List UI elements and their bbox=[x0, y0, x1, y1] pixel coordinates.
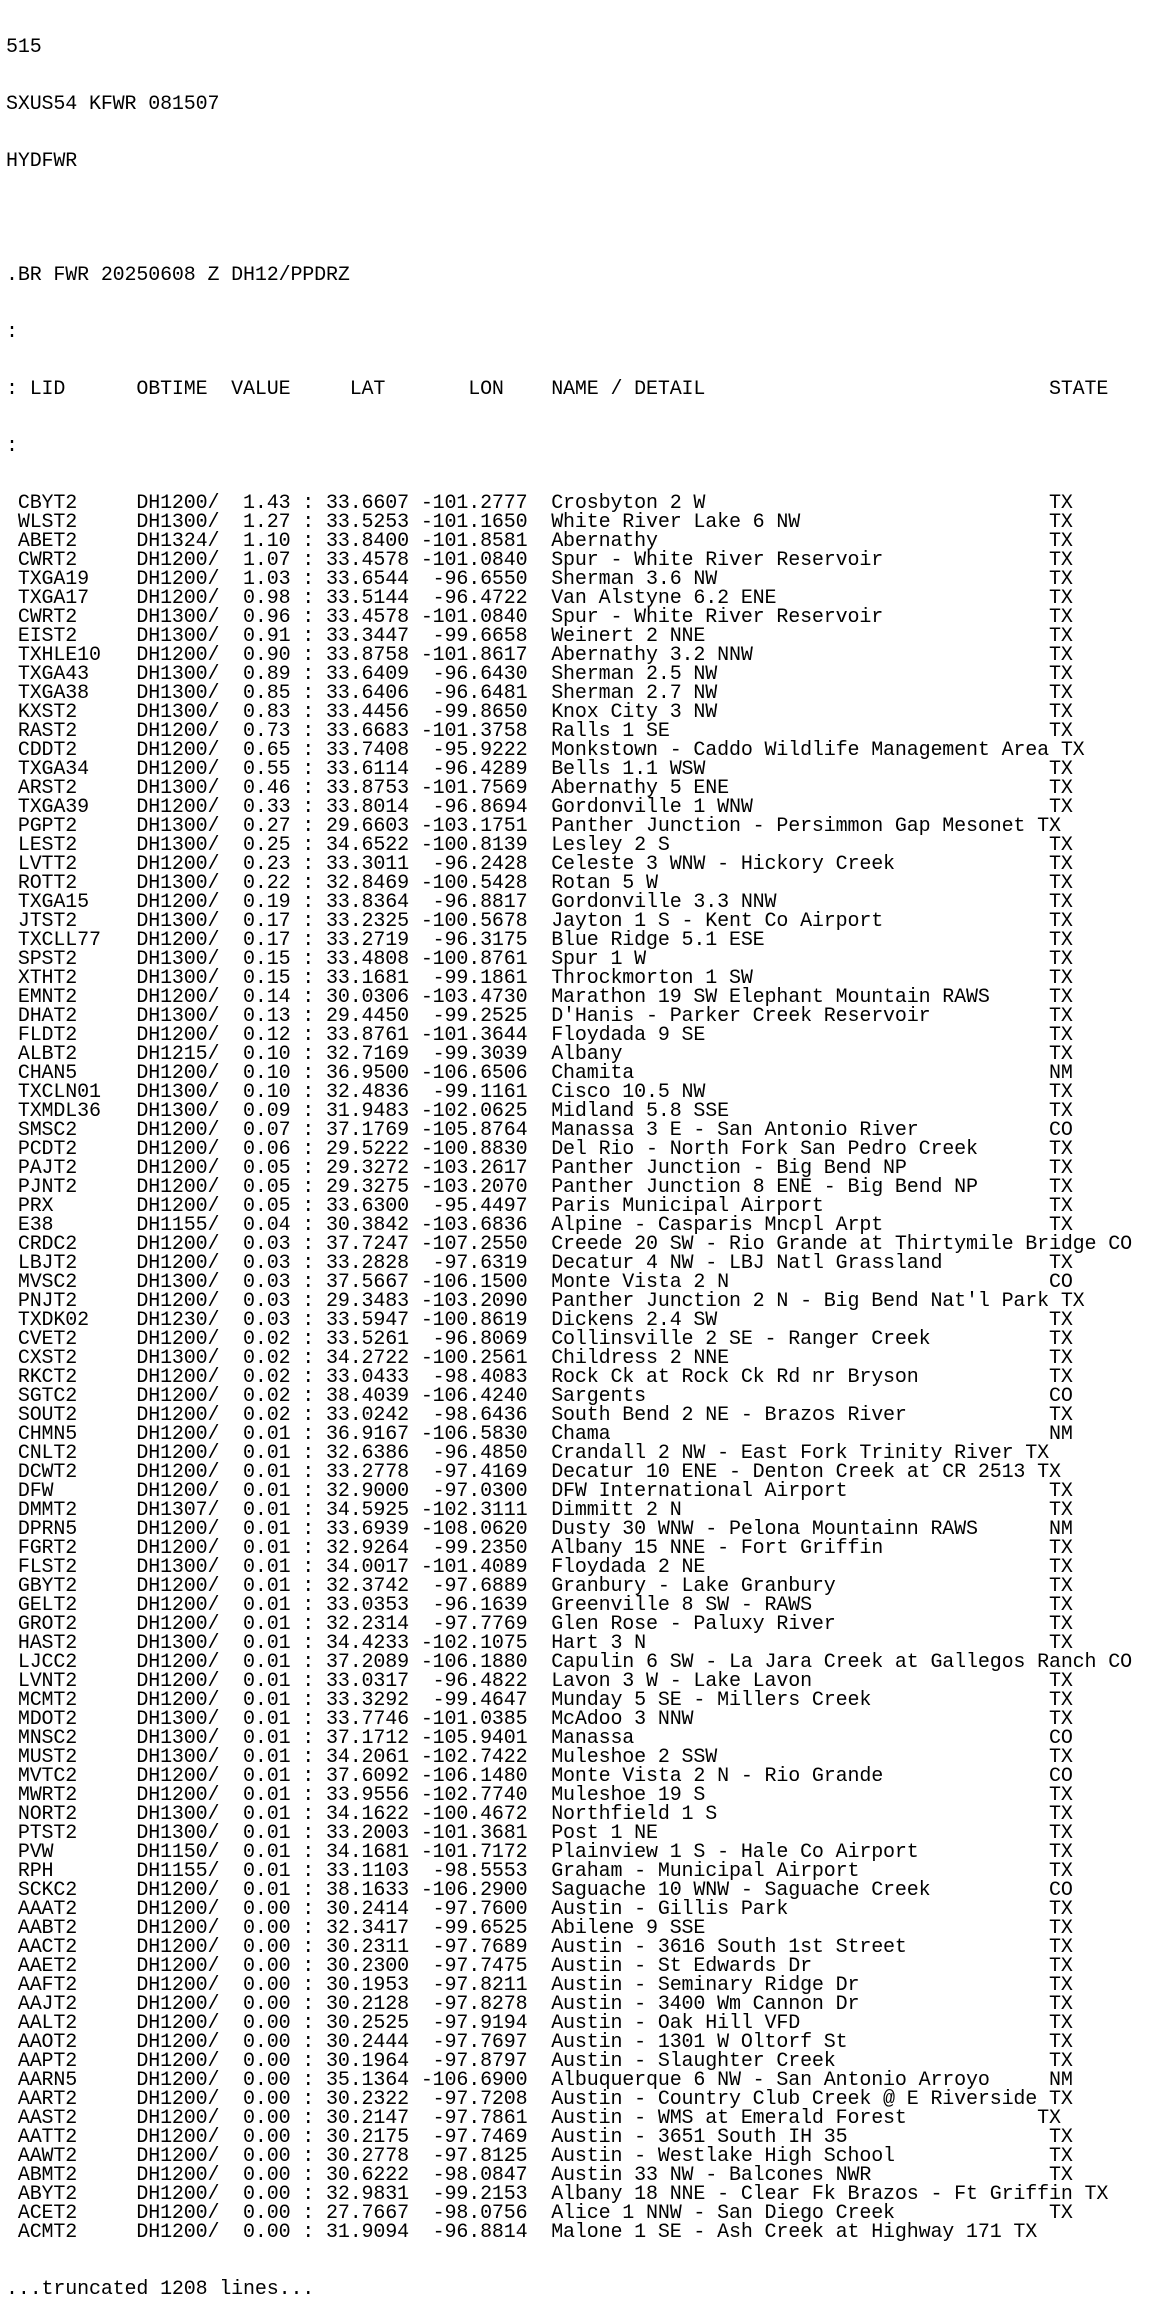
table-row: AABT2 DH1200/ 0.00 : 32.3417 -99.6525 Abilene 9 SSE TX bbox=[6, 1917, 1073, 1940]
table-row: AAOT2 DH1200/ 0.00 : 30.2444 -97.7697 Austin - 1301 W Oltorf St TX bbox=[6, 2031, 1073, 2054]
table-row: MVTC2 DH1200/ 0.01 : 37.6092 -106.1480 Monte Vista 2 N - Rio Grande CO bbox=[6, 1765, 1073, 1788]
table-row: XTHT2 DH1300/ 0.15 : 33.1681 -99.1861 Throckmorton 1 SW TX bbox=[6, 967, 1073, 990]
report-sequence-number: 515 bbox=[6, 36, 42, 59]
table-row: AAWT2 DH1200/ 0.00 : 30.2778 -97.8125 Austin - Westlake High School TX bbox=[6, 2145, 1073, 2168]
table-row: MUST2 DH1300/ 0.01 : 34.2061 -102.7422 Muleshoe 2 SSW TX bbox=[6, 1746, 1073, 1769]
table-row: CWRT2 DH1300/ 0.96 : 33.4578 -101.0840 Spur - White River Reservoir TX bbox=[6, 606, 1073, 629]
table-row: TXGA34 DH1200/ 0.55 : 33.6114 -96.4289 Bells 1.1 WSW TX bbox=[6, 758, 1073, 781]
table-row: DHAT2 DH1300/ 0.13 : 29.4450 -99.2525 D'Hanis - Parker Creek Reservoir TX bbox=[6, 1005, 1073, 1028]
table-row: PTST2 DH1300/ 0.01 : 33.2003 -101.3681 Post 1 NE TX bbox=[6, 1822, 1073, 1845]
comment-line: : bbox=[6, 321, 18, 344]
table-row: LJCC2 DH1200/ 0.01 : 37.2089 -106.1880 Capulin 6 SW - La Jara Creek at Gallegos Ranch CO bbox=[6, 1651, 1132, 1674]
table-row: SPST2 DH1300/ 0.15 : 33.4808 -100.8761 Spur 1 W TX bbox=[6, 948, 1073, 971]
table-row: E38 DH1155/ 0.04 : 30.3842 -103.6836 Alpine - Casparis Mncpl Arpt TX bbox=[6, 1214, 1073, 1237]
table-row: RAST2 DH1200/ 0.73 : 33.6683 -101.3758 Ralls 1 SE TX bbox=[6, 720, 1073, 743]
table-row: TXGA17 DH1200/ 0.98 : 33.5144 -96.4722 Van Alstyne 6.2 ENE TX bbox=[6, 587, 1073, 610]
table-row: ROTT2 DH1300/ 0.22 : 32.8469 -100.5428 Rotan 5 W TX bbox=[6, 872, 1073, 895]
table-row: PNJT2 DH1200/ 0.03 : 29.3483 -103.2090 Panther Junction 2 N - Big Bend Nat'l Park TX bbox=[6, 1290, 1085, 1313]
table-row: CVET2 DH1200/ 0.02 : 33.5261 -96.8069 Collinsville 2 SE - Ranger Creek TX bbox=[6, 1328, 1073, 1351]
table-row: ARST2 DH1300/ 0.46 : 33.8753 -101.7569 Abernathy 5 ENE TX bbox=[6, 777, 1073, 800]
product-id: HYDFWR bbox=[6, 150, 78, 173]
table-row: PCDT2 DH1200/ 0.06 : 29.5222 -100.8830 Del Rio - North Fork San Pedro Creek TX bbox=[6, 1138, 1073, 1161]
table-row: FLDT2 DH1200/ 0.12 : 33.8761 -101.3644 Floydada 9 SE TX bbox=[6, 1024, 1073, 1047]
table-row: AALT2 DH1200/ 0.00 : 30.2525 -97.9194 Austin - Oak Hill VFD TX bbox=[6, 2012, 1073, 2035]
table-row: MCMT2 DH1200/ 0.01 : 33.3292 -99.4647 Munday 5 SE - Millers Creek TX bbox=[6, 1689, 1073, 1712]
table-row: PAJT2 DH1200/ 0.05 : 29.3272 -103.2617 Panther Junction - Big Bend NP TX bbox=[6, 1157, 1073, 1180]
table-row: AATT2 DH1200/ 0.00 : 30.2175 -97.7469 Austin - 3651 South IH 35 TX bbox=[6, 2126, 1073, 2149]
table-row: RPH DH1155/ 0.01 : 33.1103 -98.5553 Graham - Municipal Airport TX bbox=[6, 1860, 1073, 1883]
table-row: CRDC2 DH1200/ 0.03 : 37.7247 -107.2550 Creede 20 SW - Rio Grande at Thirtymile Bridge CO bbox=[6, 1233, 1132, 1256]
table-row: ABET2 DH1324/ 1.10 : 33.8400 -101.8581 Abernathy TX bbox=[6, 530, 1073, 553]
table-row: MWRT2 DH1200/ 0.01 : 33.9556 -102.7740 Muleshoe 19 S TX bbox=[6, 1784, 1073, 1807]
table-row: CXST2 DH1300/ 0.02 : 34.2722 -100.2561 Childress 2 NNE TX bbox=[6, 1347, 1073, 1370]
table-row: TXGA15 DH1200/ 0.19 : 33.8364 -96.8817 Gordonville 3.3 NNW TX bbox=[6, 891, 1073, 914]
table-row: DMMT2 DH1307/ 0.01 : 34.5925 -102.3111 Dimmitt 2 N TX bbox=[6, 1499, 1073, 1522]
table-row: EMNT2 DH1200/ 0.14 : 30.0306 -103.4730 Marathon 19 SW Elephant Mountain RAWS TX bbox=[6, 986, 1073, 1009]
table-row: ABYT2 DH1200/ 0.00 : 32.9831 -99.2153 Albany 18 NNE - Clear Fk Brazos - Ft Griffin TX bbox=[6, 2183, 1109, 2206]
table-row: DCWT2 DH1200/ 0.01 : 33.2778 -97.4169 Decatur 10 ENE - Denton Creek at CR 2513 TX bbox=[6, 1461, 1061, 1484]
table-row: SOUT2 DH1200/ 0.02 : 33.0242 -98.6436 South Bend 2 NE - Brazos River TX bbox=[6, 1404, 1073, 1427]
table-row: MNSC2 DH1300/ 0.01 : 37.1712 -105.9401 Manassa CO bbox=[6, 1727, 1073, 1750]
table-row: AARN5 DH1200/ 0.00 : 35.1364 -106.6900 Albuquerque 6 NW - San Antonio Arroyo NM bbox=[6, 2069, 1073, 2092]
table-row: LBJT2 DH1200/ 0.03 : 33.2828 -97.6319 Decatur 4 NW - LBJ Natl Grassland TX bbox=[6, 1252, 1073, 1275]
table-row: ALBT2 DH1215/ 0.10 : 32.7169 -99.3039 Albany TX bbox=[6, 1043, 1073, 1066]
table-row: FLST2 DH1300/ 0.01 : 34.0017 -101.4089 Floydada 2 NE TX bbox=[6, 1556, 1073, 1579]
table-row: AAPT2 DH1200/ 0.00 : 30.1964 -97.8797 Austin - Slaughter Creek TX bbox=[6, 2050, 1073, 2073]
table-row: DPRN5 DH1200/ 0.01 : 33.6939 -108.0620 Dusty 30 WNW - Pelona Mountainn RAWS NM bbox=[6, 1518, 1073, 1541]
table-row: GELT2 DH1200/ 0.01 : 33.0353 -96.1639 Greenville 8 SW - RAWS TX bbox=[6, 1594, 1073, 1617]
table-row: CWRT2 DH1200/ 1.07 : 33.4578 -101.0840 Spur - White River Reservoir TX bbox=[6, 549, 1073, 572]
table-row: TXHLE10 DH1200/ 0.90 : 33.8758 -101.8617 Abernathy 3.2 NNW TX bbox=[6, 644, 1073, 667]
column-header: : LID OBTIME VALUE LAT LON NAME / DETAIL STATE bbox=[6, 378, 1109, 401]
table-row: TXDK02 DH1230/ 0.03 : 33.5947 -100.8619 Dickens 2.4 SW TX bbox=[6, 1309, 1073, 1332]
table-row: HAST2 DH1300/ 0.01 : 34.4233 -102.1075 Hart 3 N TX bbox=[6, 1632, 1073, 1655]
table-row: LVTT2 DH1200/ 0.23 : 33.3011 -96.2428 Celeste 3 WNW - Hickory Creek TX bbox=[6, 853, 1073, 876]
table-row: NORT2 DH1300/ 0.01 : 34.1622 -100.4672 Northfield 1 S TX bbox=[6, 1803, 1073, 1826]
table-row: LEST2 DH1300/ 0.25 : 34.6522 -100.8139 Lesley 2 S TX bbox=[6, 834, 1073, 857]
table-row: ABMT2 DH1200/ 0.00 : 30.6222 -98.0847 Austin 33 NW - Balcones NWR TX bbox=[6, 2164, 1073, 2187]
table-row: AART2 DH1200/ 0.00 : 30.2322 -97.7208 Austin - Country Club Creek @ E Riverside TX bbox=[6, 2088, 1073, 2111]
table-row: AAFT2 DH1200/ 0.00 : 30.1953 -97.8211 Austin - Seminary Ridge Dr TX bbox=[6, 1974, 1073, 1997]
truncation-notice: ...truncated 1208 lines... bbox=[6, 2278, 315, 2301]
table-row: KXST2 DH1300/ 0.83 : 33.4456 -99.8650 Knox City 3 NW TX bbox=[6, 701, 1073, 724]
table-row: AAAT2 DH1200/ 0.00 : 30.2414 -97.7600 Austin - Gillis Park TX bbox=[6, 1898, 1073, 1921]
table-row: TXCLL77 DH1200/ 0.17 : 33.2719 -96.3175 Blue Ridge 5.1 ESE TX bbox=[6, 929, 1073, 952]
blank-line bbox=[6, 209, 1149, 228]
table-row: CNLT2 DH1200/ 0.01 : 32.6386 -96.4850 Crandall 2 NW - East Fork Trinity River TX bbox=[6, 1442, 1049, 1465]
table-row: TXGA43 DH1300/ 0.89 : 33.6409 -96.6430 Sherman 2.5 NW TX bbox=[6, 663, 1073, 686]
table-row: MVSC2 DH1300/ 0.03 : 37.5667 -106.1500 Monte Vista 2 N CO bbox=[6, 1271, 1073, 1294]
table-row: PRX DH1200/ 0.05 : 33.6300 -95.4497 Paris Municipal Airport TX bbox=[6, 1195, 1073, 1218]
table-row: PVW DH1150/ 0.01 : 34.1681 -101.7172 Plainview 1 S - Hale Co Airport TX bbox=[6, 1841, 1073, 1864]
table-row: EIST2 DH1300/ 0.91 : 33.3447 -99.6658 Weinert 2 NNE TX bbox=[6, 625, 1073, 648]
table-row: AACT2 DH1200/ 0.00 : 30.2311 -97.7689 Austin - 3616 South 1st Street TX bbox=[6, 1936, 1073, 1959]
wmo-header: SXUS54 KFWR 081507 bbox=[6, 93, 220, 116]
table-row: CHMN5 DH1200/ 0.01 : 36.9167 -106.5830 Chama NM bbox=[6, 1423, 1073, 1446]
table-row: SGTC2 DH1200/ 0.02 : 38.4039 -106.4240 Sargents CO bbox=[6, 1385, 1073, 1408]
table-row: JTST2 DH1300/ 0.17 : 33.2325 -100.5678 Jayton 1 S - Kent Co Airport TX bbox=[6, 910, 1073, 933]
table-row: PJNT2 DH1200/ 0.05 : 29.3275 -103.2070 Panther Junction 8 ENE - Big Bend NP TX bbox=[6, 1176, 1073, 1199]
table-row: GBYT2 DH1200/ 0.01 : 32.3742 -97.6889 Granbury - Lake Granbury TX bbox=[6, 1575, 1073, 1598]
table-row: CBYT2 DH1200/ 1.43 : 33.6607 -101.2777 Crosbyton 2 W TX bbox=[6, 492, 1073, 515]
table-row: TXGA39 DH1200/ 0.33 : 33.8014 -96.8694 Gordonville 1 WNW TX bbox=[6, 796, 1073, 819]
table-row: TXGA38 DH1300/ 0.85 : 33.6406 -96.6481 Sherman 2.7 NW TX bbox=[6, 682, 1073, 705]
table-row: AAJT2 DH1200/ 0.00 : 30.2128 -97.8278 Austin - 3400 Wm Cannon Dr TX bbox=[6, 1993, 1073, 2016]
table-row: FGRT2 DH1200/ 0.01 : 32.9264 -99.2350 Albany 15 NNE - Fort Griffin TX bbox=[6, 1537, 1073, 1560]
comment-line: : bbox=[6, 435, 18, 458]
table-row: SMSC2 DH1200/ 0.07 : 37.1769 -105.8764 Manassa 3 E - San Antonio River CO bbox=[6, 1119, 1073, 1142]
observation-table bbox=[6, 494, 1149, 2242]
table-row: CDDT2 DH1200/ 0.65 : 33.7408 -95.9222 Monkstown - Caddo Wildlife Management Area TX bbox=[6, 739, 1085, 762]
table-row: TXGA19 DH1200/ 1.03 : 33.6544 -96.6550 Sherman 3.6 NW TX bbox=[6, 568, 1073, 591]
table-row: DFW DH1200/ 0.01 : 32.9000 -97.0300 DFW International Airport TX bbox=[6, 1480, 1073, 1503]
table-row: AAET2 DH1200/ 0.00 : 30.2300 -97.7475 Austin - St Edwards Dr TX bbox=[6, 1955, 1073, 1978]
table-row: ACET2 DH1200/ 0.00 : 27.7667 -98.0756 Alice 1 NNW - San Diego Creek TX bbox=[6, 2202, 1073, 2225]
table-row: ACMT2 DH1200/ 0.00 : 31.9094 -96.8814 Malone 1 SE - Ash Creek at Highway 171 TX bbox=[6, 2221, 1038, 2244]
table-row: TXCLN01 DH1300/ 0.10 : 32.4836 -99.1161 Cisco 10.5 NW TX bbox=[6, 1081, 1073, 1104]
table-row: GROT2 DH1200/ 0.01 : 32.2314 -97.7769 Glen Rose - Paluxy River TX bbox=[6, 1613, 1073, 1636]
table-row: LVNT2 DH1200/ 0.01 : 33.0317 -96.4822 Lavon 3 W - Lake Lavon TX bbox=[6, 1670, 1073, 1693]
table-row: SCKC2 DH1200/ 0.01 : 38.1633 -106.2900 Saguache 10 WNW - Saguache Creek CO bbox=[6, 1879, 1073, 1902]
table-row: CHAN5 DH1200/ 0.10 : 36.9500 -106.6506 Chamita NM bbox=[6, 1062, 1073, 1085]
table-row: PGPT2 DH1300/ 0.27 : 29.6603 -103.1751 Panther Junction - Persimmon Gap Mesonet TX bbox=[6, 815, 1061, 838]
table-row: AAST2 DH1200/ 0.00 : 30.2147 -97.7861 Austin - WMS at Emerald Forest TX bbox=[6, 2107, 1061, 2130]
shef-header: .BR FWR 20250608 Z DH12/PPDRZ bbox=[6, 264, 350, 287]
table-row: MDOT2 DH1300/ 0.01 : 33.7746 -101.0385 McAdoo 3 NNW TX bbox=[6, 1708, 1073, 1731]
table-row: WLST2 DH1300/ 1.27 : 33.5253 -101.1650 White River Lake 6 NW TX bbox=[6, 511, 1073, 534]
table-row: RKCT2 DH1200/ 0.02 : 33.0433 -98.4083 Rock Ck at Rock Ck Rd nr Bryson TX bbox=[6, 1366, 1073, 1389]
table-row: TXMDL36 DH1300/ 0.09 : 31.9483 -102.0625 Midland 5.8 SSE TX bbox=[6, 1100, 1073, 1123]
